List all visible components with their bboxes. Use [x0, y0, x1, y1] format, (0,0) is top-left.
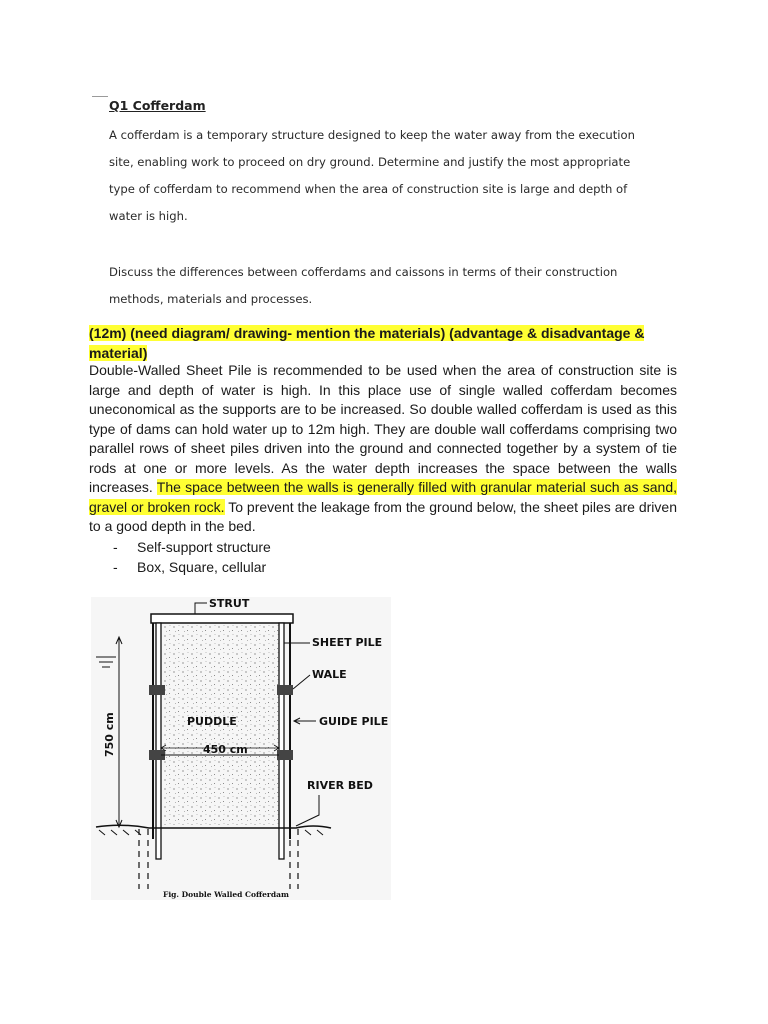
bullet-text: Box, Square, cellular — [137, 559, 267, 575]
cofferdam-drawing — [91, 597, 391, 900]
strut — [151, 614, 293, 623]
bullet-dash: - — [113, 539, 118, 555]
list-item — [113, 537, 271, 557]
river-bed-label: RIVER BED — [307, 779, 373, 792]
bullet-dash: - — [113, 559, 118, 575]
answer-body-text: Double-Walled Sheet Pile is recommended to be used when the area of construction site is large and depth of water is high. In this place use of single walled cofferdam becomes uneconomical as the supports are to be increased. So double walled cofferdam is used as this type of dams can hold water up to 12m high. They are double wall cofferdams comprising two parallel rows of sheet piles driven into the ground and connected together by a system of tie rods at one or more levels. As the water depth increases the space between the walls increases. — [89, 362, 677, 495]
page-corner-mark — [92, 96, 108, 97]
river-bed-leader — [296, 795, 319, 826]
ground-line — [96, 825, 331, 828]
left-sheet-pile — [156, 623, 161, 859]
question-paragraph-1: A cofferdam is a temporary structure designed to keep the water away from the execution site, enabling work to proceed on dry ground. Determine and justify the most appropriate type of cofferdam to recommend when the area of construction site is large and depth of water is high. — [109, 128, 635, 223]
sheet-pile-label: SHEET PILE — [312, 636, 383, 649]
left-wale-upper — [149, 685, 165, 695]
cofferdam-diagram — [91, 597, 391, 900]
guide-pile-leader — [294, 718, 316, 724]
wale-label: WALE — [312, 668, 347, 681]
puddle-label: PUDDLE — [187, 715, 237, 728]
figure-caption: Fig. Double Walled Cofferdam — [163, 890, 289, 899]
answer-bullet-list — [113, 537, 271, 577]
wale-leader — [293, 675, 310, 689]
answer-body-highlight: The space between the walls is generally filled with granular material such as sand, gravel or broken rock. — [89, 479, 677, 515]
answer-heading — [89, 324, 677, 363]
question-paragraph-2: Discuss the differences between cofferdams and caissons in terms of their construction methods, materials and processes. — [109, 265, 618, 306]
answer-heading-text: (12m) (need diagram/ drawing- mention the materials) (advantage & disadvantage & material) — [89, 325, 645, 361]
answer-body — [89, 361, 677, 537]
answer-body-text-end: To prevent the leakage from the ground below, the sheet piles are driven to a good depth in the bed. — [89, 498, 677, 534]
list-item — [113, 557, 271, 577]
water-level-symbol — [96, 657, 116, 667]
right-wale-upper — [277, 685, 293, 695]
question-title: Q1 Cofferdam — [109, 98, 206, 113]
width-label: 450 cm — [203, 743, 248, 756]
strut-label: STRUT — [209, 597, 250, 610]
bullet-text: Self-support structure — [137, 539, 271, 555]
height-label: 750 cm — [103, 712, 116, 757]
guide-pile-label: GUIDE PILE — [319, 715, 389, 728]
strut-leader — [195, 603, 207, 614]
right-wale-lower — [277, 750, 293, 760]
right-sheet-pile — [279, 623, 284, 859]
